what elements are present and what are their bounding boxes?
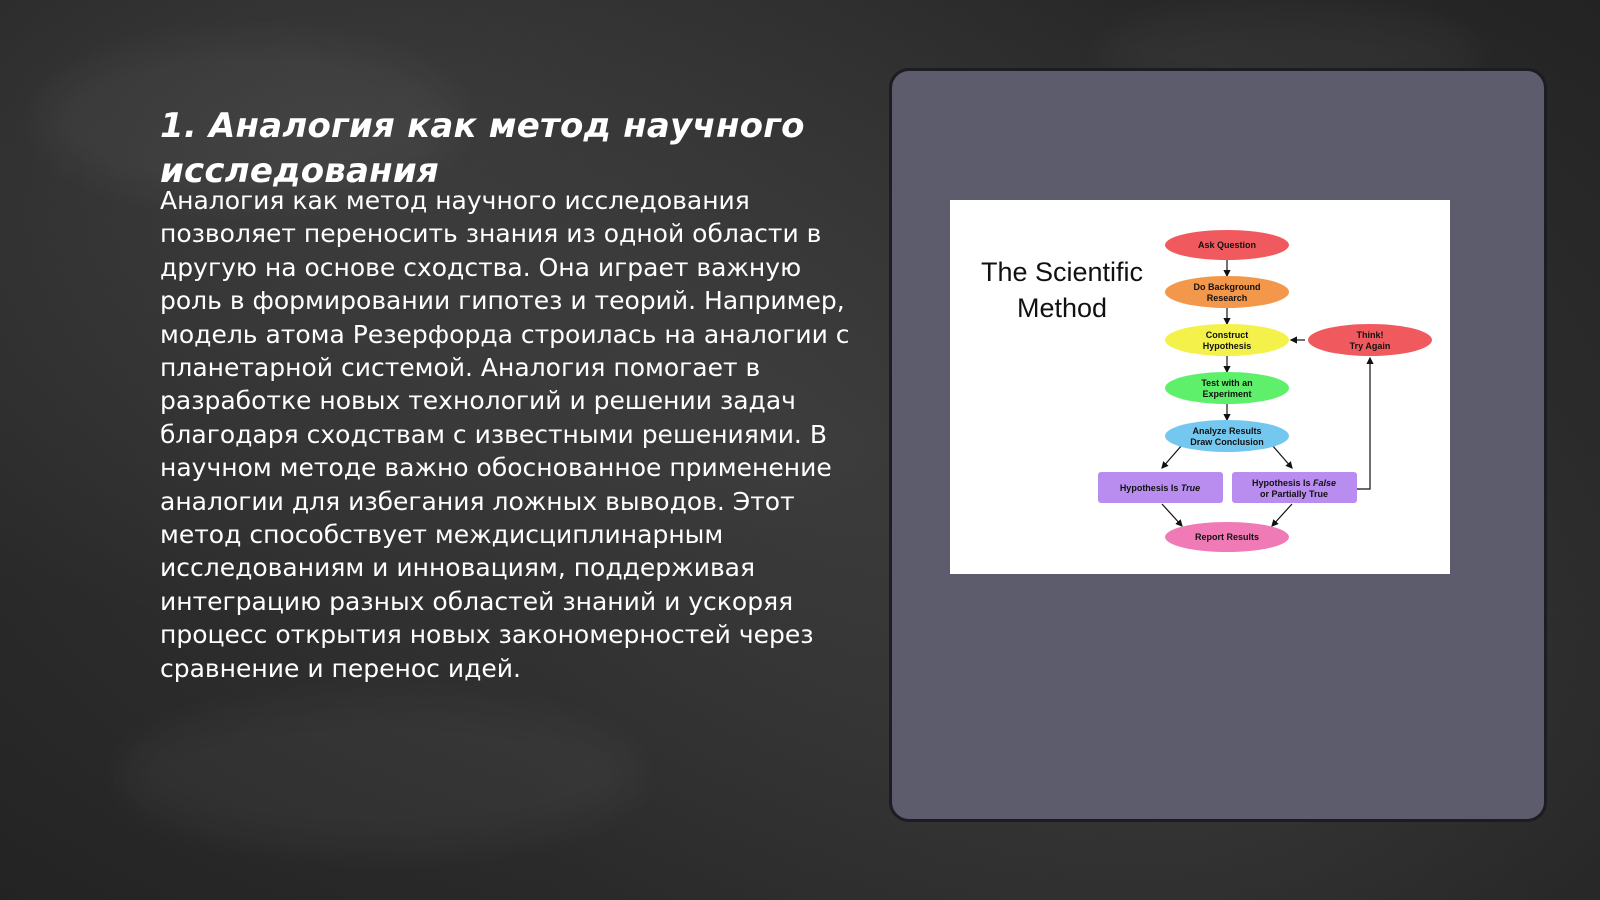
connector-true-report — [1162, 504, 1182, 526]
node-label-2: Research — [1206, 293, 1248, 303]
node-shape — [1165, 420, 1289, 452]
diagram-title-line2: Method — [1016, 293, 1108, 323]
node-label: Ask Question — [1197, 240, 1257, 250]
node-construct-hypothesis — [1165, 324, 1289, 356]
node-label-prefix: Hypothesis Is — [1119, 483, 1181, 493]
node-label-1: Construct — [1205, 330, 1249, 340]
node-label-2: Draw Conclusion — [1190, 437, 1264, 447]
node-label-2: Hypothesis — [1202, 341, 1252, 351]
node-label-1: Test with an — [1201, 378, 1253, 388]
slide-title: 1. Аналогия как метод научного исследования — [160, 106, 805, 191]
node-label-prefix: Hypothesis Is — [1251, 478, 1314, 488]
node-label-2: Try Again — [1349, 341, 1391, 351]
node-background-research — [1165, 276, 1289, 308]
node-label — [1120, 483, 1200, 493]
connector-analyze-true — [1162, 445, 1182, 468]
node-label-2: Experiment — [1202, 389, 1252, 399]
slide-body-text: Аналогия как метод научного исследования позволяет переносить знания из одной области в другую на основе сходства. Она играет важную роль в формировании гипотез и теорий. Например, модель атома Резерфорда строилась на аналогии с планетарной системой. Аналогия помогает в разработке новых технологий и решении задач благодаря сходствам с известными решениями. В научном методе важно обоснованное применение аналогии для избегания ложных выводов. Этот метод способствует междисциплинарным исследованиям и инновациям, поддерживая интеграцию разных областей знаний и ускоряя процесс открытия новых закономерностей через сравнение и перенос идей. — [160, 186, 850, 683]
diagram-svg — [950, 200, 1450, 574]
node-think-try-again — [1308, 324, 1432, 356]
node-label: Report Results — [1194, 532, 1260, 542]
node-label-emphasis: True — [1180, 483, 1201, 493]
node-label-1: Think! — [1356, 330, 1384, 340]
node-label-1: Analyze Results — [1192, 426, 1262, 436]
node-label-2: or Partially True — [1259, 489, 1329, 499]
connector-analyze-false — [1272, 445, 1292, 468]
chalk-smudge-2 — [120, 700, 640, 850]
diagram-title-line1: The Scientific — [980, 257, 1144, 287]
node-label-1 — [1252, 478, 1336, 488]
node-hypothesis-true — [1098, 472, 1223, 503]
node-hypothesis-false — [1232, 472, 1357, 503]
node-test-experiment — [1165, 372, 1289, 404]
node-analyze-results — [1165, 420, 1289, 452]
node-shape — [1308, 324, 1432, 356]
scientific-method-diagram — [950, 200, 1450, 574]
node-ask-question — [1165, 230, 1289, 260]
connector-false-report — [1272, 504, 1292, 526]
node-shape — [1165, 276, 1289, 308]
node-shape — [1165, 324, 1289, 356]
node-report-results — [1165, 522, 1289, 552]
connector-false-think — [1355, 358, 1370, 489]
node-shape — [1165, 372, 1289, 404]
node-label-emphasis: False — [1313, 478, 1337, 488]
node-label-1: Do Background — [1193, 282, 1261, 292]
